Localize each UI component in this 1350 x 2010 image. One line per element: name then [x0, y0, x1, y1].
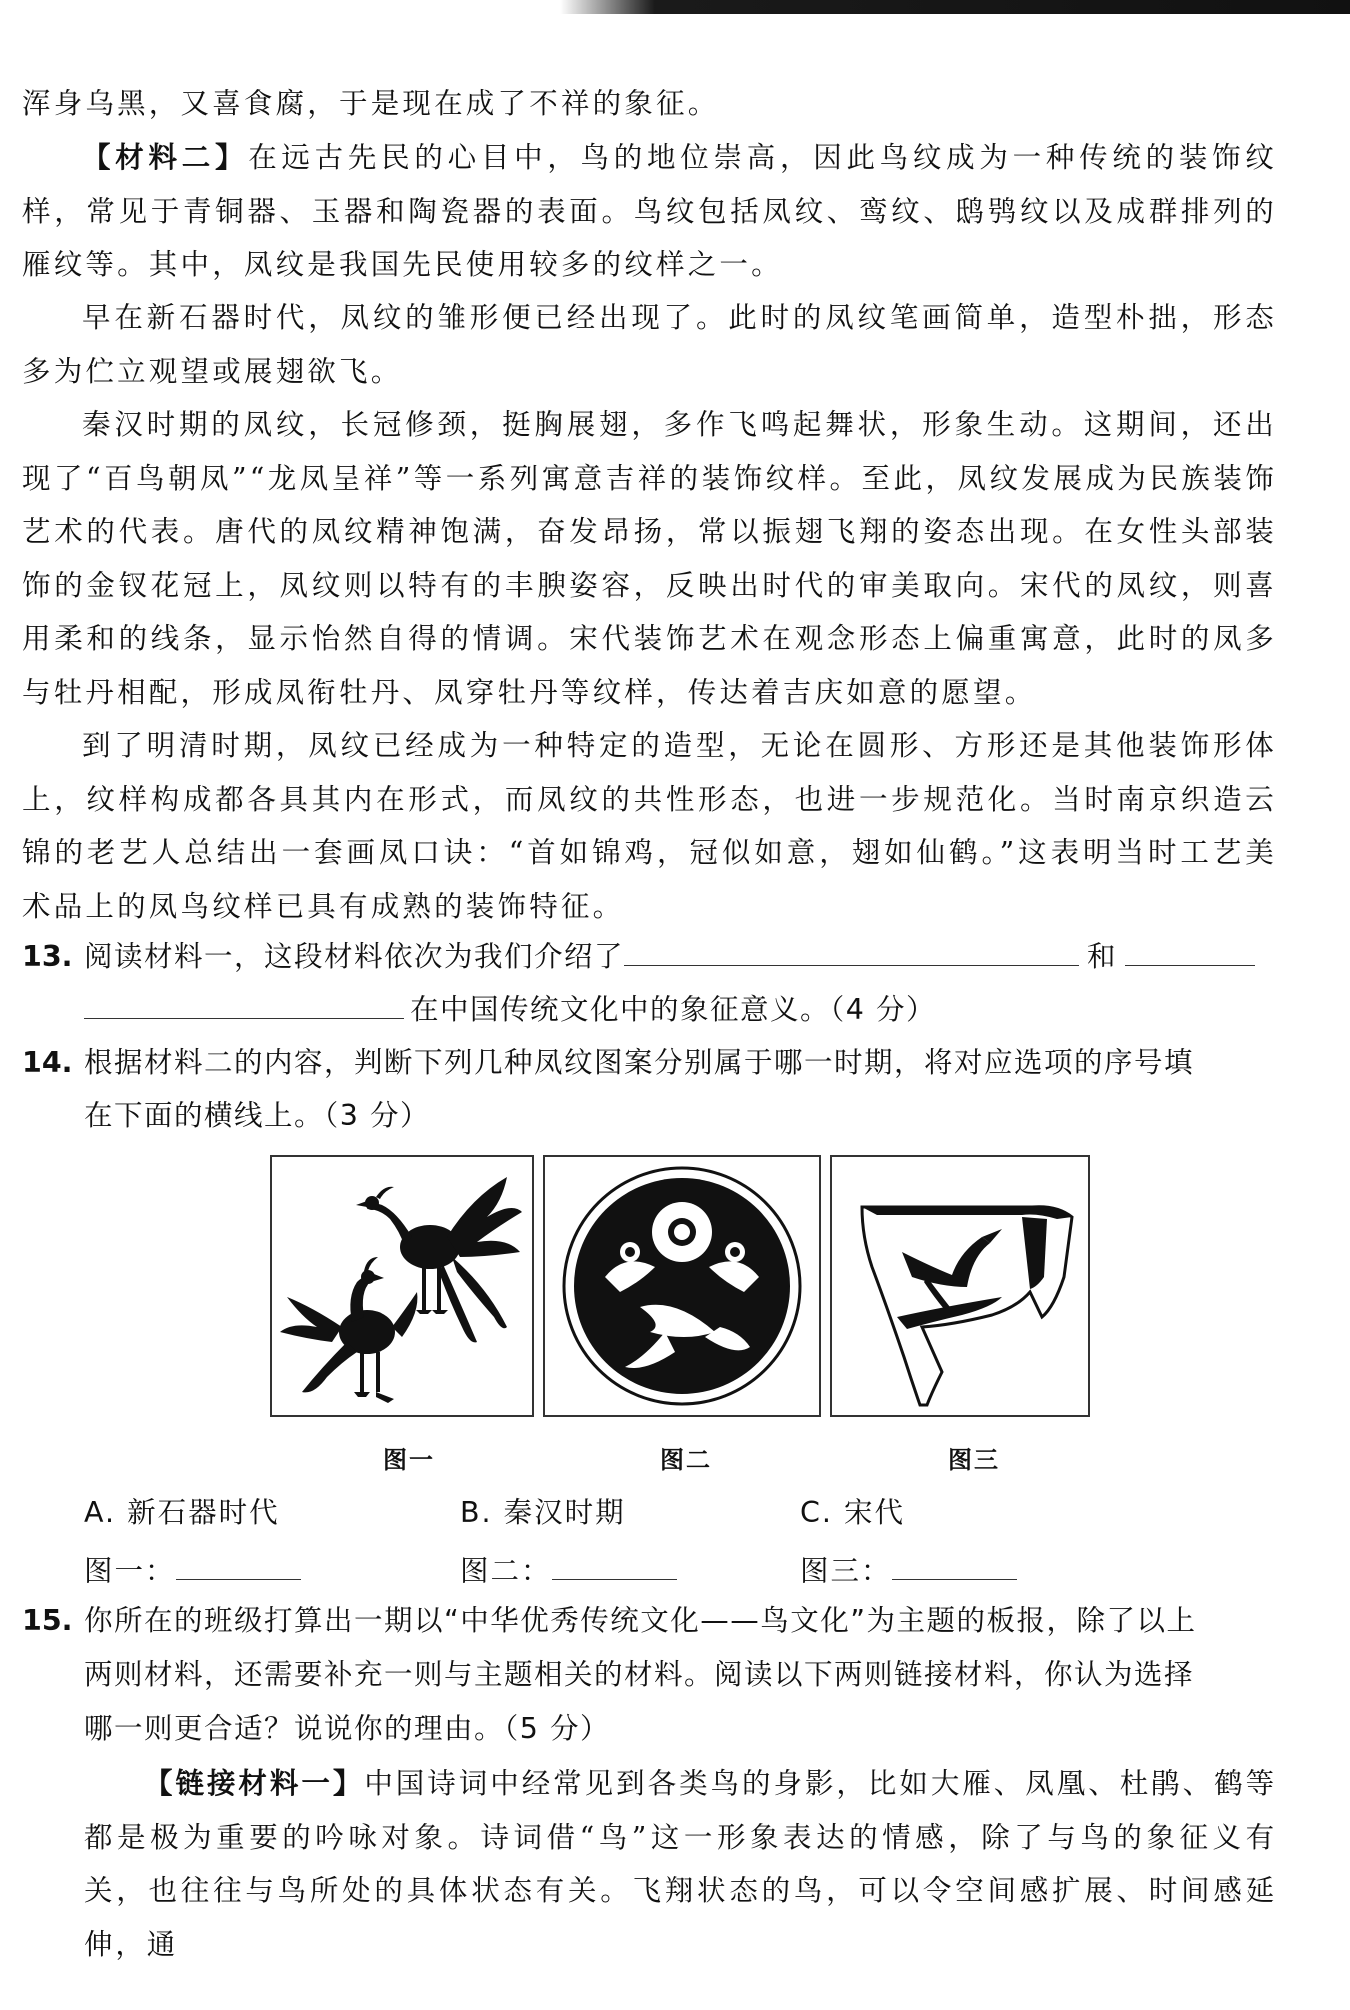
question-14	[22, 1036, 1277, 1090]
link-material-one-label: 【链接材料一】	[144, 1766, 365, 1800]
figure-1-caption: 图一	[383, 1446, 435, 1474]
question-15	[22, 1594, 1277, 1648]
answer-figure-3-blank[interactable]	[892, 1548, 1017, 1580]
question-13-blank-2a[interactable]	[1125, 934, 1255, 966]
question-14-text-1: 根据材料二的内容，判断下列几种凤纹图案分别属于哪一时期，将对应选项的序号填	[84, 1046, 1195, 1079]
question-15-line3: 哪一则更合适？说说你的理由。（5 分）	[84, 1712, 610, 1745]
material-two-text-1: 在远古先民的心目中，鸟的地位崇高，因此鸟纹成为一种传统的装饰纹样，常见于青铜器、玉器和陶瓷器的表面。鸟纹包括凤纹、鸾纹、鸱鸮纹以及成群排列的雁纹等。其中，凤纹是我国先民使用较多的纹样之一。	[22, 141, 1277, 282]
scan-edge-bar	[560, 0, 1350, 14]
material-two-paragraph-2: 早在新石器时代，凤纹的雏形便已经出现了。此时的凤纹笔画简单，造型朴拙，形态多为伫立观望或展翅欲飞。	[22, 301, 1277, 388]
question-13-number: 13.	[22, 940, 73, 973]
question-13-text-1: 阅读材料一，这段材料依次为我们介绍了	[84, 940, 625, 973]
figure-2-drawing	[545, 1157, 819, 1415]
figure-2-round-phoenix-peony	[543, 1155, 821, 1417]
answer-figure-2	[460, 1548, 677, 1589]
question-13	[22, 930, 1277, 984]
figure-3-drawing	[832, 1157, 1088, 1415]
question-13-text-2: 在中国传统文化中的象征意义。（4 分）	[410, 993, 936, 1026]
figure-1-phoenix-pair	[270, 1155, 534, 1417]
question-15-line2: 两则材料，还需要补充一则与主题相关的材料。阅读以下两则链接材料，你认为选择	[84, 1658, 1195, 1691]
question-15-number: 15.	[22, 1604, 73, 1637]
question-13-line2	[84, 983, 1284, 1037]
answer-figure-1-blank[interactable]	[176, 1548, 301, 1580]
option-b: B. 秦汉时期	[460, 1496, 626, 1529]
question-15-text-1: 你所在的班级打算出一期以“中华优秀传统文化——鸟文化”为主题的板报，除了以上	[84, 1604, 1197, 1637]
paragraph-line0: 浑身乌黑，又喜食腐，于是现在成了不祥的象征。	[22, 87, 720, 120]
answer-figure-1	[84, 1548, 301, 1589]
material-two-paragraph-4: 到了明清时期，凤纹已经成为一种特定的造型，无论在圆形、方形还是其他装饰形体上，纹样构成都各具其内在形式，而凤纹的共性形态，也进一步规范化。当时南京织造云锦的老艺人总结出一套画凤口诀：“首如锦鸡，冠似如意，翅如仙鹤。”这表明当时工艺美术品上的凤鸟纹样已具有成熟的装饰特征。	[22, 729, 1277, 923]
figure-3-pottery-shard	[830, 1155, 1090, 1417]
question-13-blank-2b[interactable]	[84, 987, 404, 1019]
answer-figure-1-label: 图一：	[84, 1554, 176, 1588]
question-14-number: 14.	[22, 1046, 73, 1079]
figure-3-caption: 图三	[948, 1446, 1000, 1474]
answer-figure-2-label: 图二：	[460, 1554, 552, 1588]
material-two-label: 【材料二】	[82, 140, 249, 174]
link-material-one	[84, 1757, 1277, 1971]
figure-2-caption: 图二	[660, 1446, 712, 1474]
material-two-paragraph-3: 秦汉时期的凤纹，长冠修颈，挺胸展翅，多作飞鸣起舞状，形象生动。这期间，还出现了“百鸟朝凤”“龙凤呈祥”等一系列寓意吉祥的装饰纹样。至此，凤纹发展成为民族装饰艺术的代表。唐代的凤纹精神饱满，奋发昂扬，常以振翅飞翔的姿态出现。在女性头部装饰的金钗花冠上，凤纹则以特有的丰腴姿容，反映出时代的审美取向。宋代的凤纹，则喜用柔和的线条，显示怡然自得的情调。宋代装饰艺术在观念形态上偏重寓意，此时的凤多与牡丹相配，形成凤衔牡丹、凤穿牡丹等纹样，传达着吉庆如意的愿望。	[22, 408, 1277, 709]
question-13-blank-1[interactable]	[624, 934, 1079, 966]
link-material-one-text: 中国诗词中经常见到各类鸟的身影，比如大雁、凤凰、杜鹃、鹤等都是极为重要的吟咏对象。诗词借“鸟”这一形象表达的情感，除了与鸟的象征义有关，也往往与鸟所处的具体状态有关。飞翔状态的鸟，可以令空间感扩展、时间感延伸，通	[84, 1767, 1277, 1961]
option-a: A. 新石器时代	[84, 1496, 280, 1529]
question-13-and: 和	[1087, 940, 1118, 973]
material-two-paragraph-1	[22, 131, 1277, 292]
answer-figure-3	[800, 1548, 1017, 1589]
answer-figure-2-blank[interactable]	[552, 1548, 677, 1580]
option-c: C. 宋代	[800, 1496, 906, 1529]
answer-figure-3-label: 图三：	[800, 1554, 892, 1588]
figure-1-drawing	[272, 1157, 532, 1415]
question-14-line2: 在下面的横线上。（3 分）	[84, 1099, 430, 1132]
